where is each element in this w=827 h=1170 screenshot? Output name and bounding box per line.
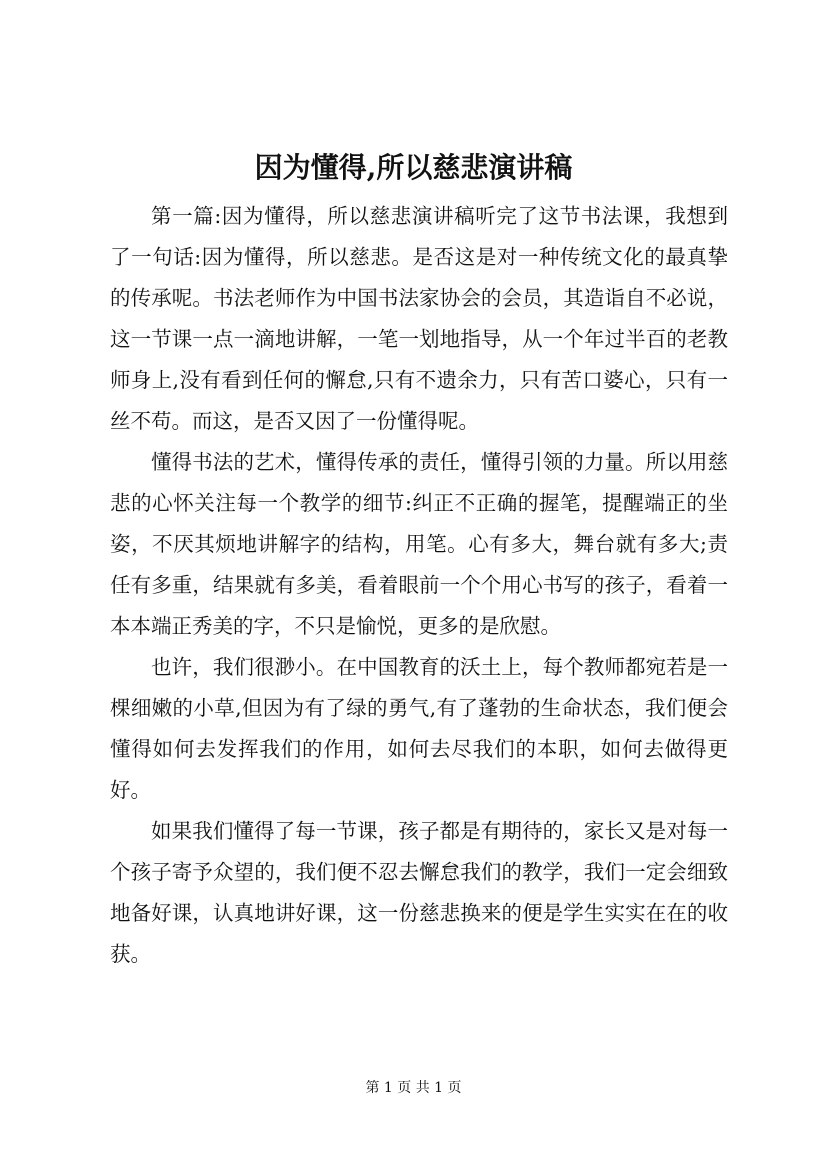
document-body bbox=[110, 196, 728, 975]
page-footer: 第 1 页 共 1 页 bbox=[365, 1080, 462, 1096]
paragraph-4: 如果我们懂得了每一节课，孩子都是有期待的，家长又是对每一个孩子寄予众望的，我们便不忍去懈怠我们的教学，我们一定会细致地备好课，认真地讲好课，这一份慈悲换来的便是学生实实在在的收获。 bbox=[110, 819, 728, 966]
paragraph-1: 第一篇:因为懂得，所以慈悲演讲稿听完了这节书法课，我想到了一句话:因为懂得，所以慈悲。是否这是对一种传统文化的最真挚的传承呢。书法老师作为中国书法家协会的会员，其造诣自不必说，这一节课一点一滴地讲解，一笔一划地指导，从一个年过半百的老教师身上,没有看到任何的懈怠,只有不遗余力，只有苦口婆心，只有一丝不苟。而这，是否又因了一份懂得呢。 bbox=[110, 204, 728, 433]
document-title: 因为懂得,所以慈悲演讲稿 bbox=[254, 151, 573, 184]
paragraph-3: 也许，我们很渺小。在中国教育的沃土上，每个教师都宛若是一棵细嫩的小草,但因为有了绿的勇气,有了蓬勃的生命状态，我们便会懂得如何去发挥我们的作用，如何去尽我们的本职，如何去做得更好。 bbox=[110, 655, 728, 802]
paragraph-2: 懂得书法的艺术，懂得传承的责任，懂得引领的力量。所以用慈悲的心怀关注每一个教学的细节:纠正不正确的握笔，提醒端正的坐姿，不厌其烦地讲解字的结构，用笔。心有多大，舞台就有多大;责任有多重，结果就有多美，看着眼前一个个用心书写的孩子，看着一本本端正秀美的字，不只是愉悦，更多的是欣慰。 bbox=[110, 450, 728, 638]
